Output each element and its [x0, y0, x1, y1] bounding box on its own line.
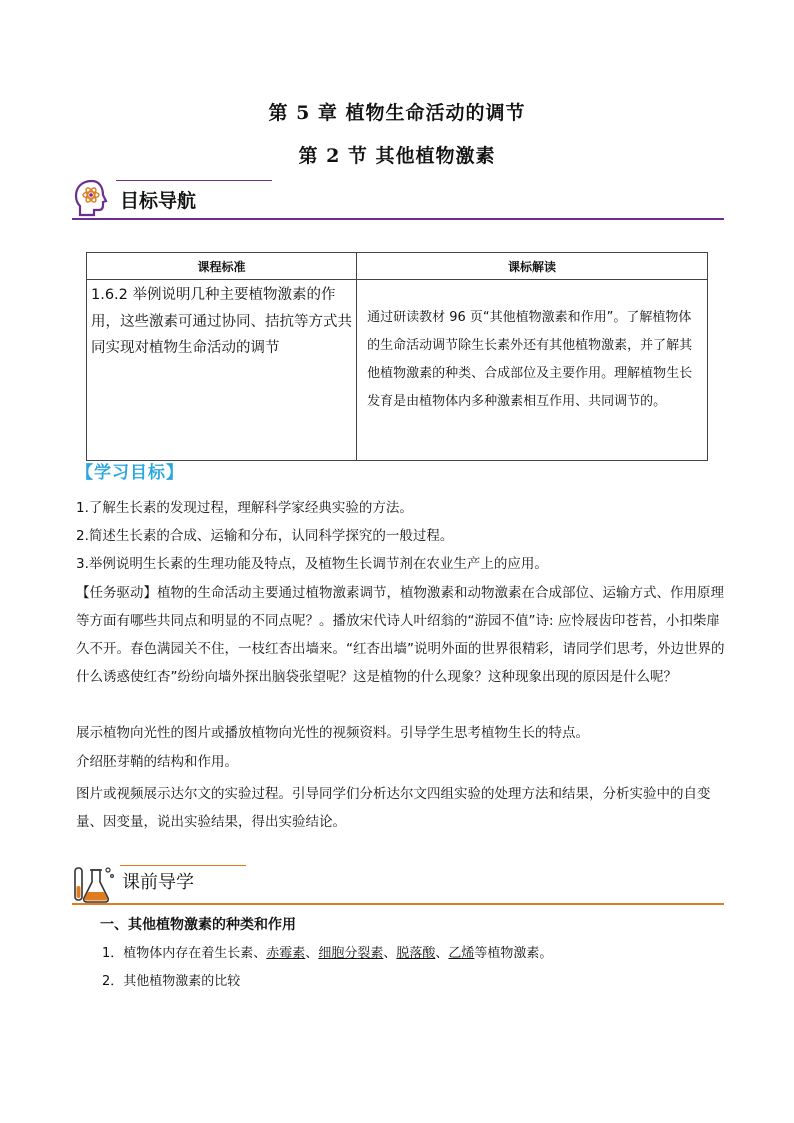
separator: 、 [383, 946, 397, 961]
standards-table [86, 252, 708, 461]
header-top-rule [116, 180, 272, 181]
column-header-interpretation: 课标解读 [357, 253, 708, 280]
term-gibberellin: 赤霉素 [266, 946, 306, 961]
goal-item-1: 1.了解生长素的发现过程，理解科学家经典实验的方法。 [76, 500, 413, 516]
item-suffix: 等植物激素。 [474, 946, 553, 961]
chapter-title: 第 5 章 植物生命活动的调节 [268, 102, 526, 124]
learning-goals-title: 【学习目标】 [76, 463, 184, 483]
header-top-rule [120, 865, 246, 866]
task-paragraph-4: 图片或视频展示达尔文的实验过程。引导同学们分析达尔文四组实验的处理方法和结果，分析实验中的自变量、因变量，说出实验结果，得出实验结论。 [76, 786, 711, 830]
goal-item-2: 2.简述生长素的合成、运输和分布，认同科学探究的一般过程。 [76, 528, 454, 544]
term-ethylene: 乙烯 [448, 946, 475, 961]
task-paragraph-2: 展示植物向光性的图片或播放植物向光性的视频资料。引导学生思考植物生长的特点。 [76, 725, 589, 741]
comparison-item: 2．其他植物激素的比较 [102, 974, 241, 989]
item-prefix: 1．植物体内存在着生长素、 [102, 946, 267, 961]
prestudy-header [72, 856, 724, 906]
target-nav-header [72, 176, 724, 222]
hormone-list-item [102, 944, 552, 964]
term-abscisic-acid: 脱落酸 [396, 946, 436, 961]
section-heading: 一、其他植物激素的种类和作用 [100, 917, 296, 933]
goal-item-3: 3.举例说明生长素的生理功能及特点，及植物生长调节剂在农业生产上的应用。 [76, 556, 548, 572]
interpretation-cell: 通过研读教材 96 页“其他植物激素和作用”。了解植物体的生命活动调节除生长素外还有其他植物激素，并了解其他植物激素的种类、合成部位及主要作用。理解植物生长发育是由植物体内多种激素相互作用、共同调节的。 [357, 280, 708, 461]
standard-cell: 1.6.2 举例说明几种主要植物激素的作用，这些激素可通过协同、拮抗等方式共同实现对植物生命活动的调节 [87, 280, 357, 461]
prestudy-title: 课前导学 [122, 872, 194, 893]
table-row [87, 280, 708, 461]
target-nav-title: 目标导航 [120, 190, 197, 212]
task-driven-paragraph: 【任务驱动】植物的生命活动主要通过植物激素调节，植物激素和动物激素在合成部位、运输方式、作用原理等方面有哪些共同点和明显的不同点呢？。播放宋代诗人叶绍翁的“游园不值”诗: 应怜屐齿印苍苔，小扣柴扉久不开。春色满园关不住，一枝红杏出墙来。“红杏出墙”说明外面的世界很精彩，请同学们思考，外边世界的什么诱惑使红杏”纷纷向墙外探出脑袋张望呢？这是植物的什么现象？这种现象出现的原因是什么呢？ [76, 585, 725, 685]
header-rule [72, 218, 724, 220]
column-header-standard: 课程标准 [87, 253, 357, 280]
task-paragraph-3: 介绍胚芽鞘的结构和作用。 [76, 754, 238, 770]
table-header-row [87, 253, 708, 280]
separator: 、 [305, 946, 319, 961]
brain-atom-icon [72, 178, 112, 218]
section-title: 第 2 节 其他植物激素 [298, 145, 496, 167]
header-rule [72, 903, 724, 905]
term-cytokinin: 细胞分裂素 [318, 946, 384, 961]
separator: 、 [435, 946, 449, 961]
flask-icon [72, 862, 116, 904]
